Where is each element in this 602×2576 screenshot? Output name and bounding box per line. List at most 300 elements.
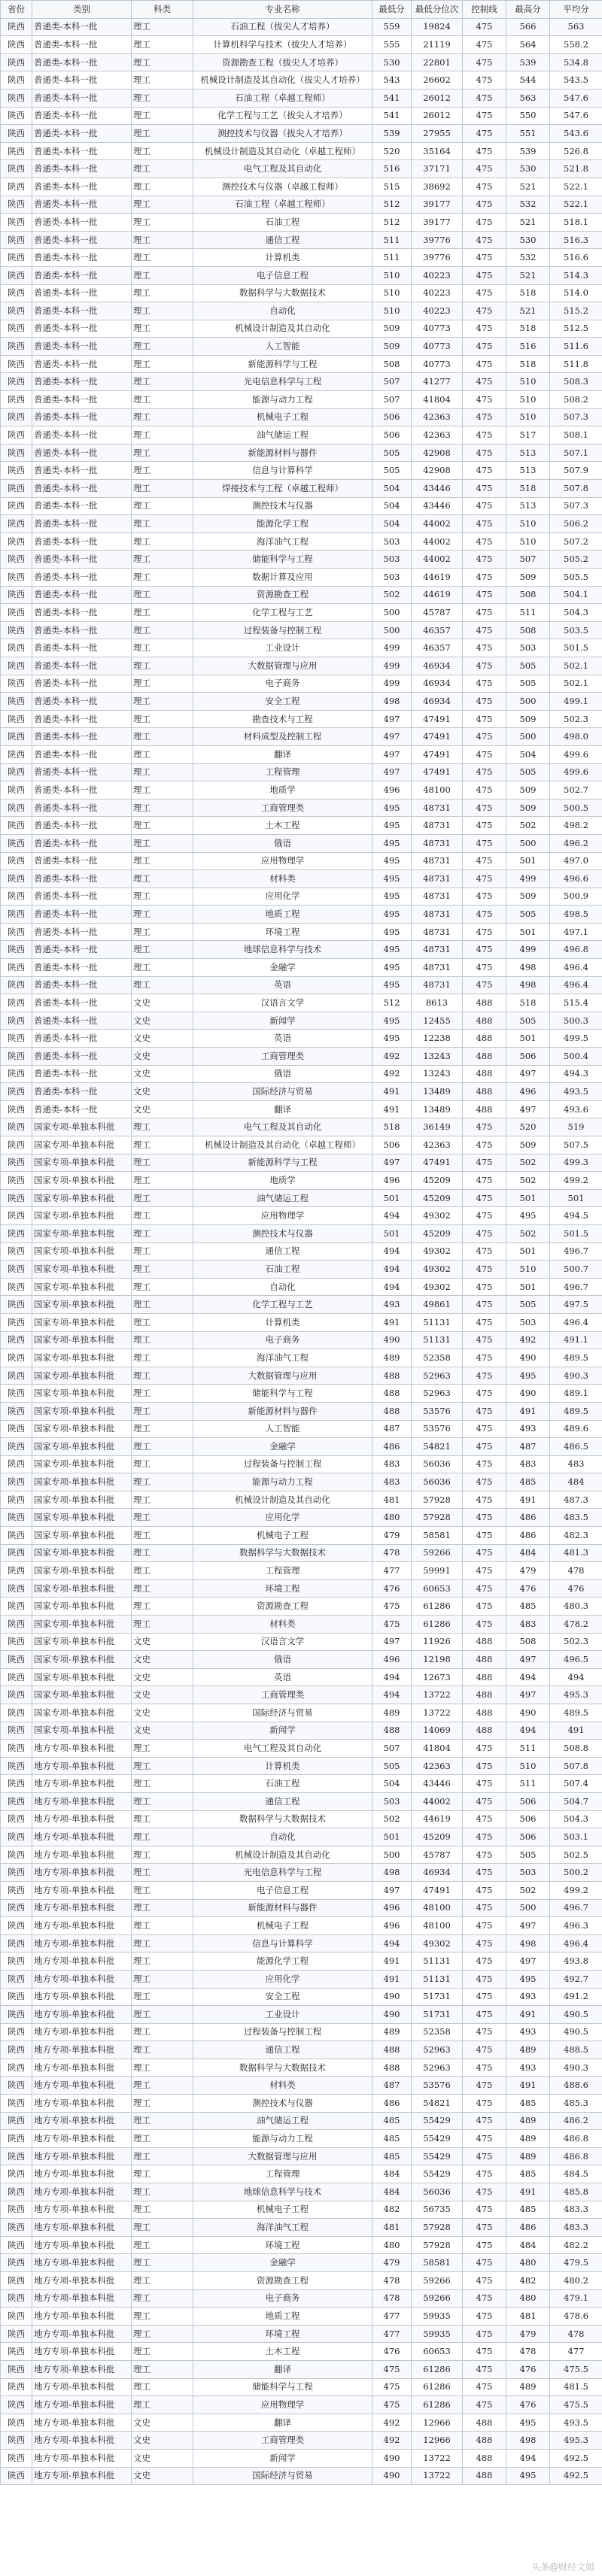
min-rank-cell: 52963 [412, 2041, 463, 2059]
province-cell: 陕西 [1, 125, 32, 143]
max-score-cell: 491 [506, 2006, 550, 2024]
min-rank-cell: 42363 [412, 1757, 463, 1775]
table-row [1, 887, 602, 906]
control-line-cell: 475 [463, 675, 506, 693]
major-cell: 资源勘查工程（拔尖人才培养） [193, 53, 372, 71]
max-score-cell: 502 [506, 1154, 550, 1172]
min-rank-cell: 48731 [412, 906, 463, 924]
major-cell: 新闻学 [193, 1722, 372, 1740]
subject-cell: 理工 [132, 2041, 193, 2059]
min-score-cell: 559 [372, 18, 412, 36]
min-rank-cell: 52963 [412, 1385, 463, 1403]
province-cell: 陕西 [1, 2360, 32, 2378]
min-score-cell: 488 [372, 1367, 412, 1385]
major-cell: 新闻学 [193, 1012, 372, 1030]
table-row [1, 1864, 602, 1882]
province-cell: 陕西 [1, 604, 32, 622]
max-score-cell: 497 [506, 1952, 550, 1971]
category-cell: 国家专项-单独本科批 [32, 1527, 132, 1545]
table-row [1, 1810, 602, 1828]
max-score-cell: 502 [506, 817, 550, 835]
subject-cell: 理工 [132, 1224, 193, 1242]
table-row [1, 1100, 602, 1118]
major-cell: 应用物理学 [193, 2396, 372, 2414]
avg-score-cell: 494.3 [550, 1065, 602, 1083]
min-score-cell: 485 [372, 2112, 412, 2130]
avg-score-cell: 515.4 [550, 994, 602, 1012]
control-line-cell: 475 [463, 18, 506, 36]
control-line-cell: 475 [463, 657, 506, 675]
min-rank-cell: 45209 [412, 1224, 463, 1242]
min-rank-cell: 53576 [412, 2077, 463, 2095]
subject-cell: 理工 [132, 53, 193, 71]
min-rank-cell: 26602 [412, 71, 463, 90]
category-cell: 普通类-本科一批 [32, 107, 132, 125]
avg-score-cell: 496.6 [550, 870, 602, 888]
subject-cell: 理工 [132, 1792, 193, 1810]
min-rank-cell: 46934 [412, 675, 463, 693]
table-row [1, 177, 602, 196]
min-score-cell: 501 [372, 1224, 412, 1242]
min-score-cell: 497 [372, 1633, 412, 1651]
province-cell: 陕西 [1, 1242, 32, 1261]
control-line-cell: 475 [463, 1278, 506, 1296]
min-rank-cell: 48731 [412, 799, 463, 817]
province-cell: 陕西 [1, 1704, 32, 1722]
control-line-cell: 475 [463, 1296, 506, 1314]
category-cell: 普通类-本科一批 [32, 604, 132, 622]
avg-score-cell: 500.4 [550, 1048, 602, 1066]
control-line-cell: 488 [463, 1030, 506, 1048]
min-rank-cell: 53576 [412, 1420, 463, 1438]
max-score-cell: 480 [506, 2254, 550, 2272]
category-cell: 地方专项-单独本科批 [32, 1792, 132, 1810]
province-cell: 陕西 [1, 870, 32, 888]
subject-cell: 理工 [132, 2130, 193, 2148]
table-row [1, 2077, 602, 2095]
control-line-cell: 475 [463, 107, 506, 125]
avg-score-cell: 480.2 [550, 2272, 602, 2290]
subject-cell: 文史 [132, 1633, 193, 1651]
subject-cell: 理工 [132, 834, 193, 852]
category-cell: 普通类-本科一批 [32, 196, 132, 214]
category-cell: 国家专项-单独本科批 [32, 1491, 132, 1509]
table-row [1, 1242, 602, 1261]
avg-score-cell: 486.5 [550, 1438, 602, 1456]
table-row [1, 1616, 602, 1634]
min-rank-cell: 51131 [412, 1331, 463, 1349]
avg-score-cell: 507.5 [550, 1136, 602, 1154]
min-rank-cell: 43446 [412, 497, 463, 515]
province-cell: 陕西 [1, 1988, 32, 2006]
avg-score-cell: 479.1 [550, 2289, 602, 2307]
avg-score-cell: 483.5 [550, 1509, 602, 1527]
table-row [1, 426, 602, 445]
table-row [1, 1792, 602, 1810]
max-score-cell: 497 [506, 1065, 550, 1083]
table-row [1, 2006, 602, 2024]
subject-cell: 文史 [132, 1686, 193, 1704]
subject-cell: 理工 [132, 693, 193, 711]
max-score-cell: 509 [506, 887, 550, 906]
min-score-cell: 495 [372, 941, 412, 959]
major-cell: 新能源科学与工程 [193, 355, 372, 373]
min-score-cell: 477 [372, 2307, 412, 2326]
province-cell: 陕西 [1, 941, 32, 959]
min-score-cell: 512 [372, 214, 412, 232]
subject-cell: 理工 [132, 976, 193, 994]
max-score-cell: 505 [506, 906, 550, 924]
min-score-cell: 490 [372, 1988, 412, 2006]
avg-score-cell: 482.2 [550, 2236, 602, 2254]
major-cell: 机械电子工程 [193, 1527, 372, 1545]
subject-cell: 理工 [132, 320, 193, 338]
subject-cell: 理工 [132, 426, 193, 445]
category-cell: 普通类-本科一批 [32, 1065, 132, 1083]
min-rank-cell: 52963 [412, 1367, 463, 1385]
province-cell: 陕西 [1, 1562, 32, 1580]
min-score-cell: 475 [372, 1597, 412, 1616]
major-cell: 翻译 [193, 745, 372, 763]
subject-cell: 理工 [132, 1616, 193, 1634]
province-cell: 陕西 [1, 1616, 32, 1634]
min-score-cell: 496 [372, 1651, 412, 1669]
major-cell: 石油工程 [193, 214, 372, 232]
control-line-cell: 475 [463, 249, 506, 267]
control-line-cell: 475 [463, 604, 506, 622]
control-line-cell: 488 [463, 1633, 506, 1651]
min-score-cell: 495 [372, 923, 412, 941]
min-rank-cell: 53576 [412, 1402, 463, 1420]
subject-cell: 理工 [132, 586, 193, 604]
table-row [1, 320, 602, 338]
control-line-cell: 475 [463, 1261, 506, 1279]
max-score-cell: 507 [506, 551, 550, 569]
subject-cell: 理工 [132, 1278, 193, 1296]
subject-cell: 理工 [132, 1970, 193, 1988]
min-rank-cell: 41804 [412, 1740, 463, 1758]
major-cell: 信息与计算科学 [193, 462, 372, 480]
table-row [1, 2095, 602, 2113]
table-row [1, 923, 602, 941]
max-score-cell: 495 [506, 1970, 550, 1988]
province-cell: 陕西 [1, 1491, 32, 1509]
category-cell: 国家专项-单独本科批 [32, 1597, 132, 1616]
province-cell: 陕西 [1, 2147, 32, 2165]
category-cell: 普通类-本科一批 [32, 89, 132, 107]
subject-cell: 理工 [132, 870, 193, 888]
max-score-cell: 496 [506, 1083, 550, 1101]
min-score-cell: 497 [372, 1881, 412, 1899]
major-cell: 储能科学与工程 [193, 551, 372, 569]
province-cell: 陕西 [1, 2467, 32, 2485]
avg-score-cell: 543.5 [550, 71, 602, 90]
category-cell: 普通类-本科一批 [32, 426, 132, 445]
province-cell: 陕西 [1, 2183, 32, 2201]
table-row [1, 1455, 602, 1473]
major-cell: 通信工程 [193, 2041, 372, 2059]
category-cell: 地方专项-单独本科批 [32, 2130, 132, 2148]
major-cell: 工业设计 [193, 639, 372, 657]
min-score-cell: 475 [372, 2378, 412, 2396]
table-row [1, 817, 602, 835]
major-cell: 海洋油气工程 [193, 1349, 372, 1367]
province-cell: 陕西 [1, 18, 32, 36]
major-cell: 材料类 [193, 870, 372, 888]
control-line-cell: 475 [463, 373, 506, 391]
avg-score-cell: 503.5 [550, 621, 602, 639]
province-cell: 陕西 [1, 1970, 32, 1988]
min-rank-cell: 44619 [412, 569, 463, 587]
max-score-cell: 511 [506, 1775, 550, 1793]
header-row [1, 1, 602, 19]
major-cell: 新能源材料与器件 [193, 1899, 372, 1917]
min-score-cell: 492 [372, 2432, 412, 2450]
min-score-cell: 502 [372, 1810, 412, 1828]
max-score-cell: 498 [506, 959, 550, 977]
table-row [1, 1118, 602, 1136]
category-cell: 普通类-本科一批 [32, 569, 132, 587]
control-line-cell: 475 [463, 1189, 506, 1207]
max-score-cell: 539 [506, 142, 550, 160]
subject-cell: 理工 [132, 1136, 193, 1154]
category-cell: 地方专项-单独本科批 [32, 2023, 132, 2041]
min-score-cell: 495 [372, 887, 412, 906]
max-score-cell: 484 [506, 1544, 550, 1562]
control-line-cell: 475 [463, 302, 506, 320]
min-score-cell: 507 [372, 391, 412, 409]
category-cell: 普通类-本科一批 [32, 1030, 132, 1048]
max-score-cell: 520 [506, 1118, 550, 1136]
subject-cell: 理工 [132, 2095, 193, 2113]
category-cell: 普通类-本科一批 [32, 781, 132, 800]
subject-cell: 理工 [132, 1261, 193, 1279]
min-rank-cell: 48731 [412, 976, 463, 994]
avg-score-cell: 511.6 [550, 338, 602, 356]
max-score-cell: 503 [506, 1864, 550, 1882]
avg-score-cell: 514.3 [550, 266, 602, 284]
province-cell: 陕西 [1, 2449, 32, 2467]
subject-cell: 理工 [132, 817, 193, 835]
max-score-cell: 485 [506, 2165, 550, 2183]
min-score-cell: 489 [372, 1349, 412, 1367]
category-cell: 国家专项-单独本科批 [32, 1136, 132, 1154]
avg-score-cell: 483.3 [550, 2201, 602, 2219]
avg-score-cell: 502.3 [550, 1633, 602, 1651]
min-score-cell: 497 [372, 763, 412, 781]
avg-score-cell: 498.0 [550, 728, 602, 746]
table-row [1, 2432, 602, 2450]
min-score-cell: 506 [372, 426, 412, 445]
min-score-cell: 508 [372, 355, 412, 373]
major-cell: 电子商务 [193, 2289, 372, 2307]
min-rank-cell: 39776 [412, 231, 463, 249]
table-row [1, 710, 602, 728]
subject-cell: 理工 [132, 1385, 193, 1403]
control-line-cell: 475 [463, 2112, 506, 2130]
min-score-cell: 476 [372, 2343, 412, 2361]
avg-score-cell: 485.8 [550, 2183, 602, 2201]
control-line-cell: 475 [463, 852, 506, 870]
control-line-cell: 475 [463, 2041, 506, 2059]
table-row [1, 1633, 602, 1651]
category-cell: 地方专项-单独本科批 [32, 2343, 132, 2361]
control-line-cell: 475 [463, 2201, 506, 2219]
max-score-cell: 501 [506, 1242, 550, 1261]
max-score-cell: 501 [506, 923, 550, 941]
min-score-cell: 520 [372, 142, 412, 160]
category-cell: 地方专项-单独本科批 [32, 2095, 132, 2113]
major-cell: 测控技术与仪器（卓越工程师） [193, 177, 372, 196]
province-cell: 陕西 [1, 1296, 32, 1314]
min-rank-cell: 40773 [412, 355, 463, 373]
table-row [1, 1349, 602, 1367]
major-cell: 工程管理 [193, 1562, 372, 1580]
subject-cell: 理工 [132, 675, 193, 693]
control-line-cell: 488 [463, 1651, 506, 1669]
avg-score-cell: 502.1 [550, 657, 602, 675]
control-line-cell: 475 [463, 125, 506, 143]
table-row [1, 1030, 602, 1048]
category-cell: 普通类-本科一批 [32, 621, 132, 639]
major-cell: 电子商务 [193, 675, 372, 693]
min-score-cell: 481 [372, 1491, 412, 1509]
table-row [1, 1988, 602, 2006]
avg-score-cell: 518.1 [550, 214, 602, 232]
min-score-cell: 495 [372, 852, 412, 870]
major-cell: 通信工程 [193, 1242, 372, 1261]
major-cell: 焊接技术与工程（卓越工程师） [193, 480, 372, 498]
min-rank-cell: 56036 [412, 2183, 463, 2201]
table-header [1, 1, 602, 19]
min-score-cell: 499 [372, 675, 412, 693]
min-rank-cell: 44002 [412, 1792, 463, 1810]
control-line-cell: 475 [463, 923, 506, 941]
min-rank-cell: 13722 [412, 2449, 463, 2467]
category-cell: 普通类-本科一批 [32, 391, 132, 409]
avg-score-cell: 476 [550, 1579, 602, 1597]
min-rank-cell: 59935 [412, 2325, 463, 2343]
category-cell: 地方专项-单独本科批 [32, 2396, 132, 2414]
control-line-cell: 475 [463, 1509, 506, 1527]
min-rank-cell: 60653 [412, 1579, 463, 1597]
min-score-cell: 491 [372, 1083, 412, 1101]
subject-cell: 理工 [132, 515, 193, 533]
max-score-cell: 505 [506, 1846, 550, 1864]
table-row [1, 231, 602, 249]
avg-score-cell: 484 [550, 1473, 602, 1491]
table-row [1, 1846, 602, 1864]
major-cell: 过程装备与控制工程 [193, 1455, 372, 1473]
category-cell: 地方专项-单独本科批 [32, 2307, 132, 2326]
max-score-cell: 490 [506, 1704, 550, 1722]
province-cell: 陕西 [1, 906, 32, 924]
control-line-cell: 475 [463, 160, 506, 178]
province-cell: 陕西 [1, 497, 32, 515]
table-row [1, 1083, 602, 1101]
min-score-cell: 504 [372, 1775, 412, 1793]
table-row [1, 1775, 602, 1793]
major-cell: 数据科学与大数据技术 [193, 2059, 372, 2077]
province-cell: 陕西 [1, 2059, 32, 2077]
control-line-cell: 475 [463, 1313, 506, 1331]
control-line-cell: 475 [463, 462, 506, 480]
avg-score-cell: 505.5 [550, 569, 602, 587]
subject-cell: 理工 [132, 391, 193, 409]
min-score-cell: 506 [372, 408, 412, 426]
max-score-cell: 486 [506, 2219, 550, 2237]
province-cell: 陕西 [1, 1651, 32, 1669]
max-score-cell: 483 [506, 1616, 550, 1634]
province-cell: 陕西 [1, 1579, 32, 1597]
province-cell: 陕西 [1, 2112, 32, 2130]
subject-cell: 理工 [132, 2059, 193, 2077]
table-row [1, 1970, 602, 1988]
table-row [1, 1012, 602, 1030]
control-line-cell: 475 [463, 2023, 506, 2041]
control-line-cell: 475 [463, 426, 506, 445]
min-rank-cell: 47491 [412, 1154, 463, 1172]
category-cell: 普通类-本科一批 [32, 728, 132, 746]
category-cell: 地方专项-单独本科批 [32, 2236, 132, 2254]
avg-score-cell: 487.3 [550, 1491, 602, 1509]
major-cell: 资源勘查工程 [193, 586, 372, 604]
major-cell: 工商管理类 [193, 1686, 372, 1704]
category-cell: 普通类-本科一批 [32, 214, 132, 232]
category-cell: 国家专项-单独本科批 [32, 1633, 132, 1651]
min-score-cell: 492 [372, 1048, 412, 1066]
table-row [1, 142, 602, 160]
max-score-cell: 564 [506, 36, 550, 54]
province-cell: 陕西 [1, 1349, 32, 1367]
table-row [1, 444, 602, 462]
subject-cell: 文史 [132, 1651, 193, 1669]
avg-score-cell: 500.7 [550, 1261, 602, 1279]
control-line-cell: 475 [463, 71, 506, 90]
province-cell: 陕西 [1, 1917, 32, 1935]
table-row [1, 657, 602, 675]
category-cell: 普通类-本科一批 [32, 1048, 132, 1066]
subject-cell: 理工 [132, 852, 193, 870]
table-row [1, 1438, 602, 1456]
min-rank-cell: 44002 [412, 532, 463, 551]
control-line-cell: 475 [463, 763, 506, 781]
avg-score-cell: 493.6 [550, 1100, 602, 1118]
major-cell: 机械设计制造及其自动化（卓越工程师） [193, 1136, 372, 1154]
max-score-cell: 510 [506, 532, 550, 551]
major-cell: 地质工程 [193, 2307, 372, 2326]
category-cell: 普通类-本科一批 [32, 745, 132, 763]
major-cell: 化学工程与工艺 [193, 604, 372, 622]
major-cell: 数据科学与大数据技术 [193, 284, 372, 302]
major-cell: 新能源材料与器件 [193, 1402, 372, 1420]
major-cell: 电子信息工程 [193, 1881, 372, 1899]
avg-score-cell: 507.1 [550, 444, 602, 462]
major-cell: 地质工程 [193, 906, 372, 924]
avg-score-cell: 483 [550, 1455, 602, 1473]
subject-cell: 文史 [132, 1030, 193, 1048]
category-cell: 地方专项-单独本科批 [32, 1881, 132, 1899]
avg-score-cell: 488.6 [550, 2077, 602, 2095]
province-cell: 陕西 [1, 462, 32, 480]
province-cell: 陕西 [1, 1846, 32, 1864]
subject-cell: 理工 [132, 1118, 193, 1136]
table-row [1, 994, 602, 1012]
max-score-cell: 509 [506, 799, 550, 817]
max-score-cell: 551 [506, 125, 550, 143]
province-cell: 陕西 [1, 2378, 32, 2396]
control-line-cell: 475 [463, 834, 506, 852]
